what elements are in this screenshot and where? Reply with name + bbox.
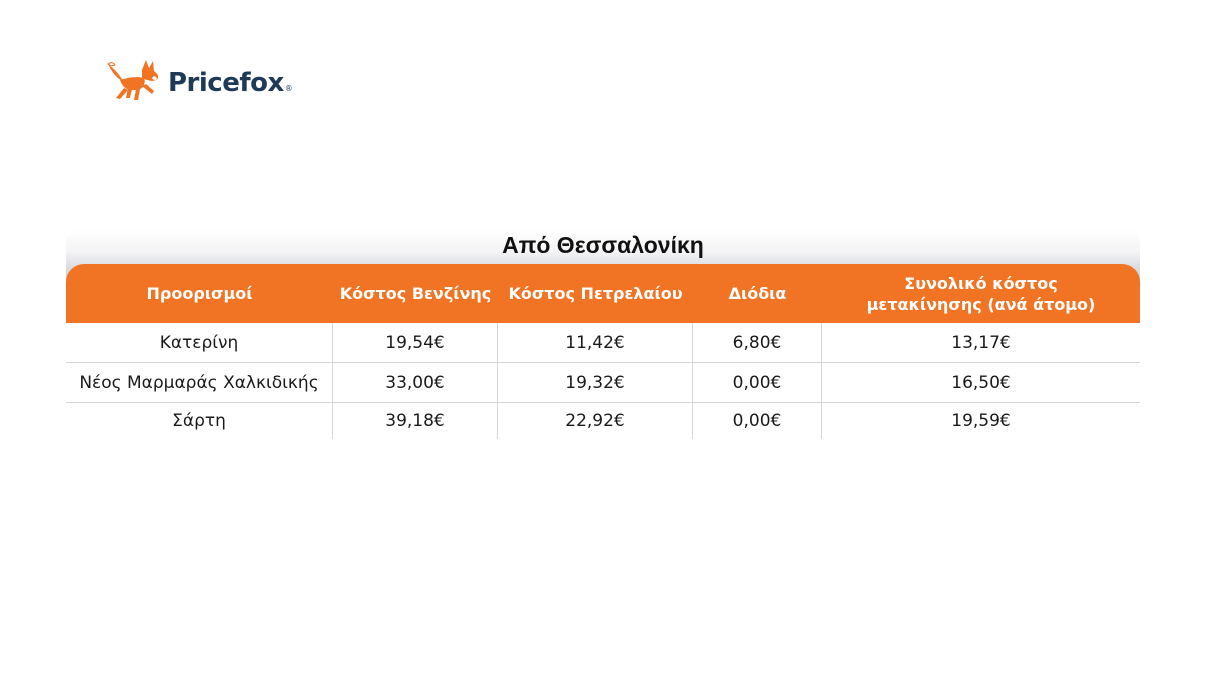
cell-diesel-cost: 11,42€ — [498, 323, 693, 362]
cell-total-cost: 19,59€ — [951, 411, 1011, 431]
cell-petrol-cost: 19,54€ — [333, 323, 498, 362]
cell-destination: Σάρτη — [66, 403, 333, 439]
header-tolls: Διόδια — [728, 284, 787, 303]
table-title: Από Θεσσαλονίκη — [502, 232, 704, 258]
cost-table — [66, 228, 1140, 431]
table-row — [66, 363, 1140, 403]
table-row — [66, 403, 1140, 439]
table-header-row — [66, 264, 1140, 323]
header-diesel-cost: Κόστος Πετρελαίου — [508, 284, 683, 303]
cell-total-cost: 16,50€ — [951, 372, 1011, 393]
cell-tolls: 0,00€ — [693, 363, 822, 402]
registered-mark: ® — [284, 84, 293, 93]
brand-logo — [106, 58, 292, 102]
cell-petrol-cost: 33,00€ — [333, 363, 498, 402]
cell-diesel-cost: 22,92€ — [498, 403, 693, 439]
header-total-cost: Συνολικό κόστος μετακίνησης (ανά άτομο) — [866, 273, 1096, 314]
table-row — [66, 323, 1140, 363]
header-destinations: Προορισμοί — [146, 284, 253, 303]
fox-icon — [106, 58, 162, 102]
cell-total-cost: 13,17€ — [951, 332, 1011, 353]
header-petrol-cost: Κόστος Βενζίνης — [339, 284, 492, 303]
cell-petrol-cost: 39,18€ — [333, 403, 498, 439]
cell-destination: Νέος Μαρμαράς Χαλκιδικής — [66, 363, 333, 402]
brand-name: Pricefox® — [168, 68, 293, 98]
cell-tolls: 0,00€ — [693, 403, 822, 439]
cell-diesel-cost: 19,32€ — [498, 363, 693, 402]
cell-destination: Κατερίνη — [66, 323, 333, 362]
cell-tolls: 6,80€ — [693, 323, 822, 362]
table-body — [66, 323, 1140, 439]
